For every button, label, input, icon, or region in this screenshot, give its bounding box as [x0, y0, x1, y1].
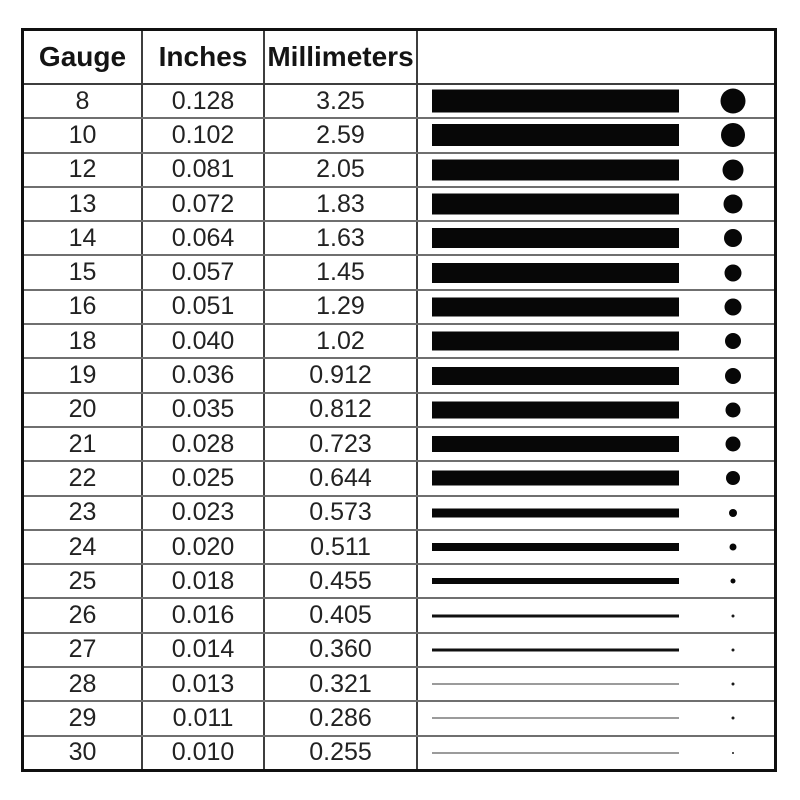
gauge-cell — [24, 256, 143, 288]
header-visual — [418, 31, 774, 83]
inches-value: 0.016 — [171, 601, 235, 630]
millimeters-cell — [265, 668, 418, 700]
inches-value: 0.081 — [171, 155, 235, 184]
millimeters-cell — [265, 565, 418, 597]
millimeters-cell — [265, 702, 418, 734]
inches-cell — [143, 154, 265, 186]
millimeters-cell — [265, 188, 418, 220]
millimeters-cell — [265, 325, 418, 357]
wire-cross-section-dot — [725, 298, 742, 315]
wire-cross-section-dot — [730, 544, 737, 551]
gauge-cell — [24, 634, 143, 666]
table-row — [24, 220, 774, 254]
visual-cell — [418, 634, 774, 666]
visual-cell — [418, 85, 774, 117]
millimeters-value: 0.812 — [309, 395, 372, 424]
millimeters-value: 0.286 — [309, 703, 372, 732]
wire-thickness-bar — [432, 124, 679, 146]
visual-cell — [418, 325, 774, 357]
table-row — [24, 700, 774, 734]
wire-thickness-bar — [432, 297, 679, 316]
gauge-value: 30 — [68, 738, 97, 767]
millimeters-cell — [265, 531, 418, 563]
table-row — [24, 289, 774, 323]
table-row — [24, 254, 774, 288]
wire-thickness-bar — [432, 683, 679, 685]
gauge-value: 18 — [68, 326, 97, 355]
wire-thickness-bar — [432, 332, 679, 351]
visual-cell — [418, 394, 774, 426]
wire-cross-section-dot — [724, 195, 743, 214]
inches-value: 0.036 — [171, 361, 235, 390]
millimeters-value: 0.255 — [309, 738, 372, 767]
gauge-value: 23 — [68, 498, 97, 527]
table-row — [24, 323, 774, 357]
wire-cross-section-dot — [732, 614, 735, 617]
gauge-cell — [24, 702, 143, 734]
millimeters-cell — [265, 497, 418, 529]
gauge-value: 21 — [68, 429, 97, 458]
table-row — [24, 392, 774, 426]
visual-cell — [418, 359, 774, 391]
millimeters-value: 0.360 — [309, 635, 372, 664]
gauge-cell — [24, 462, 143, 494]
inches-value: 0.035 — [171, 395, 235, 424]
wire-cross-section-dot — [725, 368, 741, 384]
gauge-value: 19 — [68, 361, 97, 390]
gauge-cell — [24, 668, 143, 700]
visual-cell — [418, 188, 774, 220]
wire-gauge-table — [21, 28, 777, 772]
wire-cross-section-dot — [731, 579, 736, 584]
wire-cross-section-dot — [732, 683, 735, 686]
table-row — [24, 632, 774, 666]
inches-cell — [143, 85, 265, 117]
millimeters-cell — [265, 737, 418, 769]
wire-cross-section-dot — [725, 333, 741, 349]
visual-cell — [418, 668, 774, 700]
millimeters-value: 1.45 — [316, 258, 365, 287]
visual-cell — [418, 565, 774, 597]
inches-value: 0.023 — [171, 498, 235, 527]
table-row — [24, 563, 774, 597]
gauge-cell — [24, 85, 143, 117]
inches-value: 0.051 — [171, 292, 235, 321]
inches-value: 0.013 — [171, 669, 235, 698]
gauge-cell — [24, 222, 143, 254]
gauge-value: 13 — [68, 189, 97, 218]
wire-thickness-bar — [432, 401, 679, 418]
table-header-row — [24, 31, 774, 85]
visual-cell — [418, 256, 774, 288]
millimeters-value: 3.25 — [316, 86, 365, 115]
visual-cell — [418, 154, 774, 186]
inches-cell — [143, 497, 265, 529]
wire-thickness-bar — [432, 436, 679, 452]
millimeters-value: 2.05 — [316, 155, 365, 184]
gauge-cell — [24, 497, 143, 529]
table-row — [24, 85, 774, 117]
millimeters-cell — [265, 256, 418, 288]
wire-thickness-bar — [432, 648, 679, 651]
table-row — [24, 460, 774, 494]
header-millimeters: Millimeters — [265, 31, 418, 83]
gauge-cell — [24, 188, 143, 220]
inches-cell — [143, 634, 265, 666]
inches-value: 0.102 — [171, 120, 235, 149]
table-row — [24, 426, 774, 460]
gauge-value: 14 — [68, 223, 97, 252]
inches-value: 0.025 — [171, 463, 235, 492]
millimeters-value: 0.405 — [309, 601, 372, 630]
inches-value: 0.010 — [171, 738, 235, 767]
visual-cell — [418, 119, 774, 151]
wire-cross-section-dot — [732, 752, 734, 754]
inches-cell — [143, 531, 265, 563]
gauge-value: 15 — [68, 258, 97, 287]
wire-thickness-bar — [432, 614, 679, 617]
table-row — [24, 666, 774, 700]
wire-cross-section-dot — [721, 89, 746, 114]
table-row — [24, 357, 774, 391]
visual-cell — [418, 737, 774, 769]
inches-value: 0.057 — [171, 258, 235, 287]
gauge-value: 16 — [68, 292, 97, 321]
inches-cell — [143, 394, 265, 426]
inches-cell — [143, 668, 265, 700]
gauge-value: 29 — [68, 703, 97, 732]
wire-cross-section-dot — [726, 437, 741, 452]
wire-cross-section-dot — [724, 229, 742, 247]
millimeters-value: 1.02 — [316, 326, 365, 355]
inches-value: 0.014 — [171, 635, 235, 664]
inches-cell — [143, 256, 265, 288]
inches-value: 0.020 — [171, 532, 235, 561]
gauge-cell — [24, 599, 143, 631]
inches-cell — [143, 428, 265, 460]
table-row — [24, 735, 774, 769]
wire-thickness-bar — [432, 194, 679, 215]
millimeters-value: 0.573 — [309, 498, 372, 527]
millimeters-value: 0.723 — [309, 429, 372, 458]
inches-cell — [143, 291, 265, 323]
millimeters-value: 1.83 — [316, 189, 365, 218]
table-row — [24, 529, 774, 563]
gauge-value: 27 — [68, 635, 97, 664]
inches-cell — [143, 599, 265, 631]
gauge-value: 26 — [68, 601, 97, 630]
table-row — [24, 152, 774, 186]
gauge-cell — [24, 359, 143, 391]
inches-cell — [143, 325, 265, 357]
inches-cell — [143, 359, 265, 391]
millimeters-cell — [265, 85, 418, 117]
visual-cell — [418, 497, 774, 529]
gauge-cell — [24, 428, 143, 460]
wire-thickness-bar — [432, 228, 679, 248]
millimeters-cell — [265, 394, 418, 426]
visual-cell — [418, 599, 774, 631]
gauge-cell — [24, 394, 143, 426]
wire-cross-section-dot — [732, 648, 735, 651]
inches-cell — [143, 188, 265, 220]
wire-thickness-bar — [432, 508, 679, 517]
wire-cross-section-dot — [723, 159, 744, 180]
visual-cell — [418, 428, 774, 460]
millimeters-value: 0.644 — [309, 463, 372, 492]
millimeters-cell — [265, 599, 418, 631]
gauge-value: 8 — [75, 86, 90, 115]
wire-thickness-bar — [432, 717, 679, 719]
millimeters-value: 0.511 — [310, 532, 371, 561]
inches-cell — [143, 222, 265, 254]
millimeters-cell — [265, 154, 418, 186]
millimeters-cell — [265, 222, 418, 254]
visual-cell — [418, 531, 774, 563]
millimeters-cell — [265, 634, 418, 666]
inches-cell — [143, 737, 265, 769]
visual-cell — [418, 291, 774, 323]
inches-value: 0.018 — [171, 566, 235, 595]
millimeters-value: 0.455 — [309, 566, 372, 595]
inches-value: 0.128 — [171, 86, 235, 115]
wire-thickness-bar — [432, 367, 679, 385]
table-row — [24, 117, 774, 151]
millimeters-value: 2.59 — [316, 120, 365, 149]
gauge-cell — [24, 325, 143, 357]
wire-thickness-bar — [432, 578, 679, 584]
gauge-value: 12 — [68, 155, 97, 184]
wire-cross-section-dot — [721, 123, 745, 147]
wire-thickness-bar — [432, 263, 679, 283]
inches-cell — [143, 702, 265, 734]
inches-cell — [143, 565, 265, 597]
millimeters-value: 1.29 — [316, 292, 365, 321]
gauge-value: 22 — [68, 463, 97, 492]
wire-cross-section-dot — [726, 471, 740, 485]
wire-cross-section-dot — [732, 717, 735, 720]
gauge-value: 10 — [68, 120, 97, 149]
wire-thickness-bar — [432, 471, 679, 486]
inches-value: 0.072 — [171, 189, 235, 218]
header-inches: Inches — [143, 31, 265, 83]
inches-value: 0.064 — [171, 223, 235, 252]
inches-value: 0.011 — [172, 703, 234, 732]
gauge-cell — [24, 291, 143, 323]
table-row — [24, 495, 774, 529]
inches-cell — [143, 119, 265, 151]
header-gauge: Gauge — [24, 31, 143, 83]
inches-value: 0.028 — [171, 429, 235, 458]
millimeters-value: 0.321 — [309, 669, 372, 698]
wire-cross-section-dot — [725, 264, 742, 281]
millimeters-value: 0.912 — [309, 361, 372, 390]
wire-thickness-bar — [432, 543, 679, 551]
gauge-cell — [24, 737, 143, 769]
table-row — [24, 597, 774, 631]
visual-cell — [418, 462, 774, 494]
millimeters-cell — [265, 119, 418, 151]
inches-cell — [143, 462, 265, 494]
wire-thickness-bar — [432, 90, 679, 113]
inches-value: 0.040 — [171, 326, 235, 355]
gauge-value: 20 — [68, 395, 97, 424]
wire-cross-section-dot — [729, 509, 737, 517]
gauge-cell — [24, 531, 143, 563]
wire-cross-section-dot — [726, 402, 741, 417]
table-row — [24, 186, 774, 220]
gauge-value: 25 — [68, 566, 97, 595]
gauge-value: 28 — [68, 669, 97, 698]
visual-cell — [418, 222, 774, 254]
table-body — [24, 85, 774, 769]
millimeters-cell — [265, 359, 418, 391]
millimeters-cell — [265, 462, 418, 494]
millimeters-cell — [265, 291, 418, 323]
wire-thickness-bar — [432, 752, 679, 754]
gauge-cell — [24, 154, 143, 186]
gauge-cell — [24, 565, 143, 597]
millimeters-value: 1.63 — [316, 223, 365, 252]
millimeters-cell — [265, 428, 418, 460]
visual-cell — [418, 702, 774, 734]
gauge-value: 24 — [68, 532, 97, 561]
wire-thickness-bar — [432, 159, 679, 180]
gauge-cell — [24, 119, 143, 151]
